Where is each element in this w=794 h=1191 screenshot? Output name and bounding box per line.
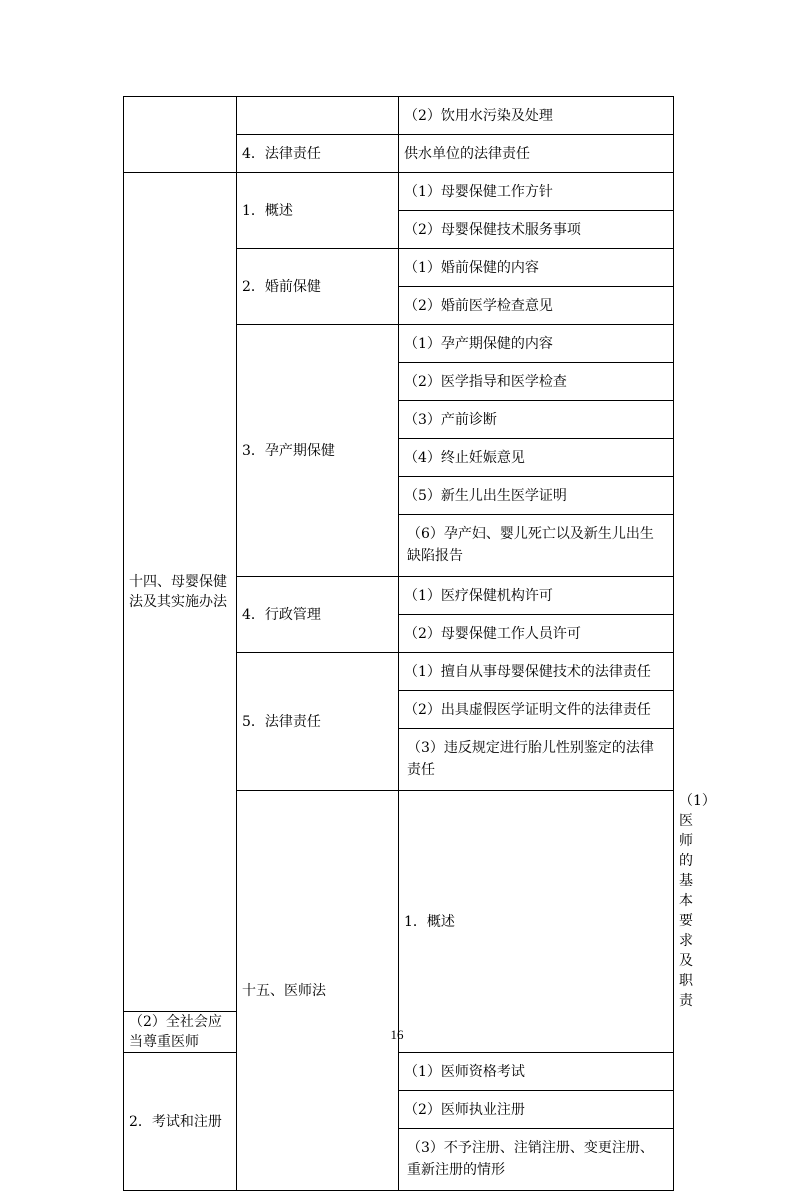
item-cell: （1）医疗保健机构许可 [399,577,674,615]
section-label [124,97,237,173]
page-number: 16 [390,1027,404,1042]
item-cell: （2）婚前医学检查意见 [399,287,674,325]
topic-cell: 3．孕产期保健 [237,325,399,577]
item-cell: （2）母婴保健工作人员许可 [399,615,674,653]
item-cell: （2）出具虚假医学证明文件的法律责任 [399,691,674,729]
item-cell: （5）新生儿出生医学证明 [399,477,674,515]
topic-cell: 2．婚前保健 [237,249,399,325]
section-label: 十五、医师法 [237,791,399,1191]
item-cell: （3）不予注册、注销注册、变更注册、重新注册的情形 [399,1129,674,1191]
topic-cell [237,97,399,135]
table-row [124,97,674,135]
topic-cell: 4．法律责任 [237,135,399,173]
item-cell: （4）终止妊娠意见 [399,439,674,477]
topic-cell: 1．概述 [237,173,399,249]
item-cell: （1）孕产期保健的内容 [399,325,674,363]
table-row [124,173,674,211]
section-label: 十四、母婴保健法及其实施办法 [124,173,237,1012]
item-cell: （6）孕产妇、婴儿死亡以及新生儿出生缺陷报告 [399,515,674,577]
item-cell: （1）医师资格考试 [399,1053,674,1091]
item-cell: 供水单位的法律责任 [399,135,674,173]
item-cell: （3）产前诊断 [399,401,674,439]
item-cell: （2）医学指导和医学检查 [399,363,674,401]
item-cell: （2）饮用水污染及处理 [399,97,674,135]
item-cell: （2）全社会应当尊重医师 [124,1012,237,1053]
topic-cell: 2．考试和注册 [124,1053,237,1191]
item-cell: （1）婚前保健的内容 [399,249,674,287]
topic-cell: 5．法律责任 [237,653,399,791]
table-row: 十五、医师法 1．概述 （1）医师的基本要求及职责 [124,791,674,1012]
item-cell: （2）医师执业注册 [399,1091,674,1129]
topic-cell: 1．概述 [399,791,674,1053]
item-cell: （1）擅自从事母婴保健技术的法律责任 [399,653,674,691]
item-cell: （2）母婴保健技术服务事项 [399,211,674,249]
item-cell: （1）母婴保健工作方针 [399,173,674,211]
item-cell: （3）违反规定进行胎儿性别鉴定的法律责任 [399,729,674,791]
topic-cell: 4．行政管理 [237,577,399,653]
table-row [124,1053,674,1091]
